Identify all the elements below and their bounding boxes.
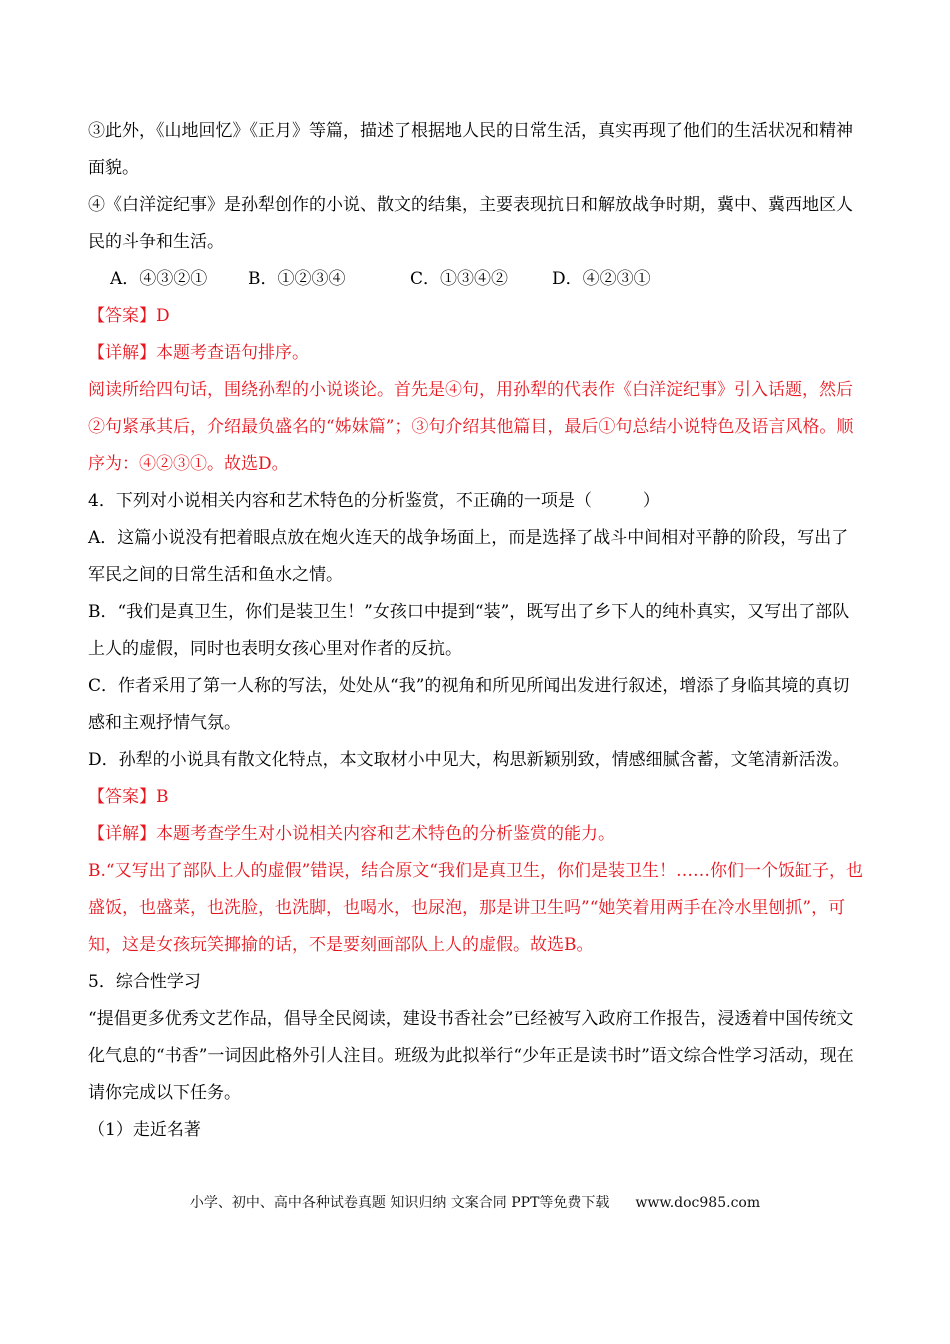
q4-explanation: B.“又写出了部队上人的虚假”错误，结合原文“我们是真卫生，你们是装卫生！……你们一个饭缸子，也盛饭，也盛菜，也洗脸，也洗脚，也喝水，也尿泡，那是讲卫生吗”“她笑着用两手在冷水里刨抓”，可知，这是女孩玩笑揶揄的话，不是要刻画部队上人的虚假。故选B。 (88, 861, 863, 955)
q4-option-b: B．“我们是真卫生，你们是装卫生！”女孩口中提到“装”，既写出了乡下人的纯朴真实，又写出了部队上人的虚假，同时也表明女孩心里对作者的反抗。 (88, 602, 850, 659)
q3-explanation: 阅读所给四句话，围绕孙犁的小说谈论。首先是④句，用孙犁的代表作《白洋淀纪事》引入话题，然后②句紧承其后，介绍最负盛名的“姊妹篇”；③句介绍其他篇目，最后①句总结小说特色及语言风格。顺序为：④②③①。故选D。 (88, 380, 854, 474)
q3-option-c: C．①③④② (410, 269, 509, 289)
q5-stem: 5．综合性学习 (88, 972, 201, 992)
paragraph-4: ④《白洋淀纪事》是孙犁创作的小说、散文的结集，主要表现抗日和解放战争时期，冀中、冀西地区人民的斗争和生活。 (88, 195, 853, 252)
q4-option-d: D．孙犁的小说具有散文化特点，本文取材小中见大，构思新颖别致，情感细腻含蓄，文笔清新活泼。 (88, 750, 850, 770)
q3-detail: 【详解】本题考查语句排序。 (88, 343, 309, 363)
q4-answer: 【答案】B (88, 787, 169, 807)
q4-option-a: A．这篇小说没有把着眼点放在炮火连天的战争场面上，而是选择了战斗中间相对平静的阶段，写出了军民之间的日常生活和鱼水之情。 (88, 528, 849, 585)
footer-url[interactable]: www.doc985.com (635, 1195, 761, 1211)
document-content (88, 113, 864, 1149)
paragraph-3: ③此外，《山地回忆》《正月》等篇，描述了根据地人民的日常生活，真实再现了他们的生活状况和精神面貌。 (88, 121, 853, 178)
q5-subtask-1: （1）走近名著 (88, 1120, 201, 1140)
q4-detail: 【详解】本题考查学生对小说相关内容和艺术特色的分析鉴赏的能力。 (88, 824, 615, 844)
q3-option-a: A．④③②① (110, 269, 208, 289)
q3-options (88, 261, 864, 298)
q4-option-c: C．作者采用了第一人称的写法，处处从“我”的视角和所见所闻出发进行叙述，增添了身临其境的真切感和主观抒情气氛。 (88, 676, 850, 733)
q4-stem: 4．下列对小说相关内容和艺术特色的分析鉴赏，不正确的一项是（ ） (88, 491, 660, 511)
q3-answer: 【答案】D (88, 306, 170, 326)
footer-text: 小学、初中、高中各种试卷真题 知识归纳 文案合同 PPT等免费下载 (189, 1195, 610, 1211)
q3-option-d: D．④②③① (552, 269, 651, 289)
q3-option-b: B．①②③④ (248, 269, 346, 289)
q5-intro: “提倡更多优秀文艺作品，倡导全民阅读，建设书香社会”已经被写入政府工作报告，浸透着中国传统文化气息的“书香”一词因此格外引人注目。班级为此拟举行“少年正是读书时”语文综合性学习活动，现在请你完成以下任务。 (88, 1009, 854, 1103)
page-footer (0, 1192, 950, 1212)
